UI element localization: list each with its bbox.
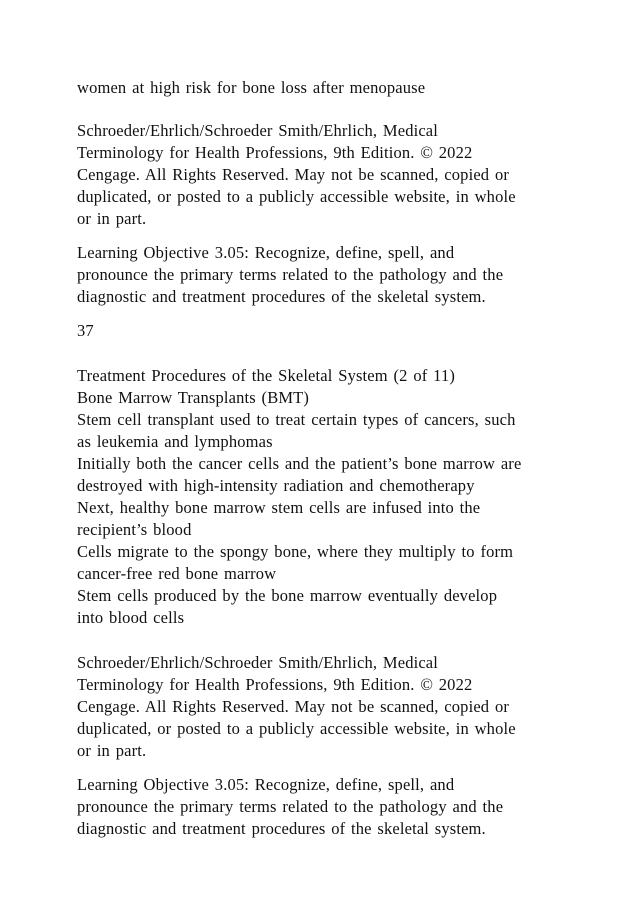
copyright-line: Cengage. All Rights Reserved. May not be scanned, copied or	[77, 697, 510, 716]
copyright-line: Cengage. All Rights Reserved. May not be scanned, copied or	[77, 165, 510, 184]
slide-text-line: cancer-free red bone marrow	[77, 564, 277, 583]
learning-objective-line: Learning Objective 3.05: Recognize, define, spell, and	[77, 775, 455, 794]
copyright-line: duplicated, or posted to a publicly accessible website, in whole	[77, 187, 516, 206]
learning-objective-line: pronounce the primary terms related to the pathology and the	[77, 797, 504, 816]
slide-title: Treatment Procedures of the Skeletal System (2 of 11)	[77, 366, 455, 385]
slide-text-line: into blood cells	[77, 608, 185, 627]
copyright-line: Terminology for Health Professions, 9th Edition. © 2022	[77, 675, 473, 694]
slide-text-line: Stem cell transplant used to treat certain types of cancers, such	[77, 410, 516, 429]
learning-objective-line: pronounce the primary terms related to the pathology and the	[77, 265, 504, 284]
copyright-line: Terminology for Health Professions, 9th Edition. © 2022	[77, 143, 473, 162]
slide-text-line: Initially both the cancer cells and the patient’s bone marrow are	[77, 454, 522, 473]
copyright-line: Schroeder/Ehrlich/Schroeder Smith/Ehrlich, Medical	[77, 653, 439, 672]
slide-text-line: destroyed with high-intensity radiation and chemotherapy	[77, 476, 475, 495]
copyright-line: Schroeder/Ehrlich/Schroeder Smith/Ehrlich, Medical	[77, 121, 439, 140]
slide-text-line: Stem cells produced by the bone marrow eventually develop	[77, 586, 498, 605]
learning-objective-line: Learning Objective 3.05: Recognize, define, spell, and	[77, 243, 455, 262]
learning-objective-line: diagnostic and treatment procedures of the skeletal system.	[77, 287, 486, 306]
slide-subtitle: Bone Marrow Transplants (BMT)	[77, 388, 310, 407]
copyright-line: or in part.	[77, 741, 147, 760]
copyright-line: duplicated, or posted to a publicly accessible website, in whole	[77, 719, 516, 738]
slide-text-line: Next, healthy bone marrow stem cells are infused into the	[77, 498, 481, 517]
learning-objective-line: diagnostic and treatment procedures of the skeletal system.	[77, 819, 486, 838]
text-line: women at high risk for bone loss after menopause	[77, 78, 426, 97]
slide-text-line: Cells migrate to the spongy bone, where they multiply to form	[77, 542, 514, 561]
slide-text-line: as leukemia and lymphomas	[77, 432, 273, 451]
copyright-line: or in part.	[77, 209, 147, 228]
slide-text-line: recipient’s blood	[77, 520, 192, 539]
slide-number: 37	[77, 321, 94, 340]
